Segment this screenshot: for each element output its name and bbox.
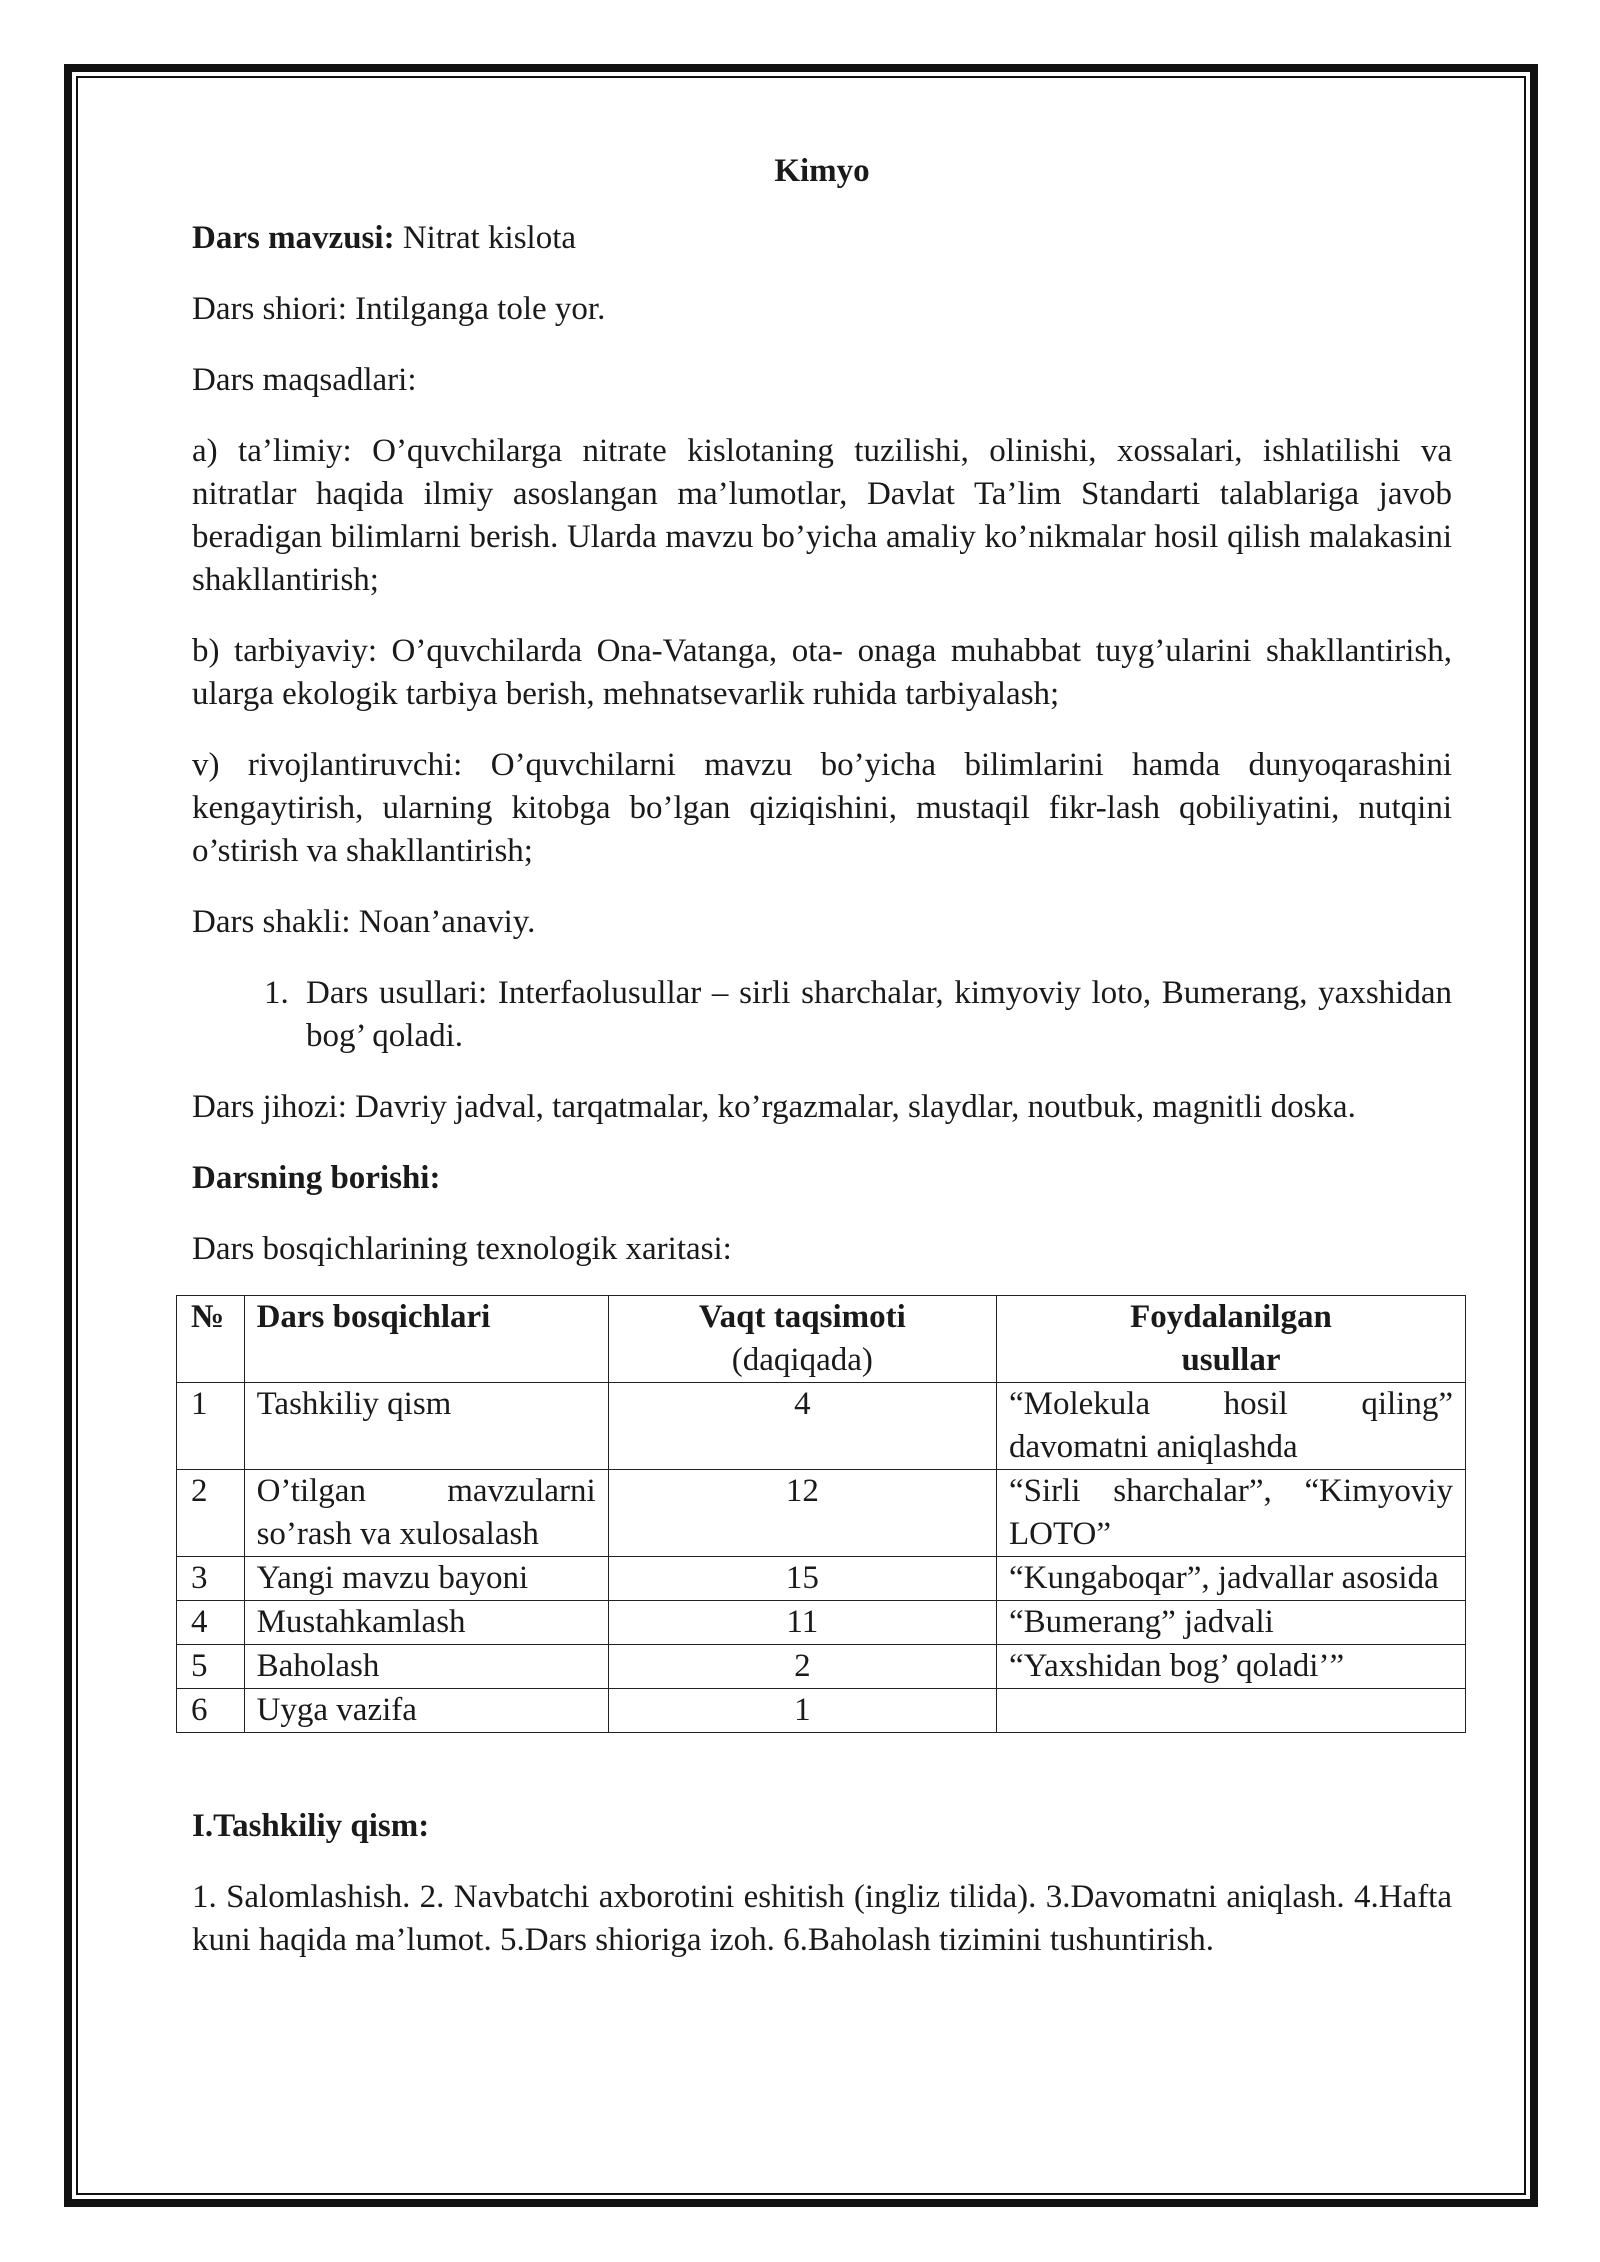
row-number: 2 [177, 1470, 245, 1557]
methods-list-item [192, 972, 1452, 1058]
header-number: № [177, 1296, 245, 1383]
section-organizational-heading: I.Tashkiliy qism: [192, 1808, 430, 1844]
row-stage: Baholash [244, 1645, 608, 1689]
row-time: 2 [608, 1645, 996, 1689]
goal-developmental: v) rivojlantiruvchi: O’quvchilarni mavzu bo’yicha bilimlarini hamda dunyoqarashini kengaytirish, ularning kitobga bo’lgan qiziqishini, mustaqil fikr-lash qobiliyatini, nutqini o’stirish va shakllantirish; [192, 747, 1452, 869]
header-time-unit: (daqiqada) [731, 1342, 873, 1378]
section-organizational-text: 1. Salomlashish. 2. Navbatchi axborotini eshitish (ingliz tilida). 3.Davomatni aniqlash. 4.Hafta kuni haqida ma’lumot. 5.Dars shioriga izoh. 6.Baholash tizimini tushuntirish. [192, 1879, 1452, 1958]
topic-label: Dars mavzusi: [192, 220, 395, 256]
row-stage: Mustahkamlash [244, 1601, 608, 1645]
row-stage: Yangi mavzu bayoni [244, 1557, 608, 1601]
row-number: 5 [177, 1645, 245, 1689]
goal-upbringing: b) tarbiyaviy: O’quvchilarda Ona-Vatanga, ota- onaga muhabbat tuyg’ularini shakllantirish, ularga ekologik tarbiya berish, mehnatsevarlik ruhida tarbiyalash; [192, 633, 1452, 712]
table-row [177, 1470, 1466, 1557]
row-number: 4 [177, 1601, 245, 1645]
row-time: 12 [608, 1470, 996, 1557]
header-stages: Dars bosqichlari [244, 1296, 608, 1383]
row-number: 1 [177, 1383, 245, 1470]
row-methods: “Bumerang” jadvali [996, 1601, 1465, 1645]
row-methods [996, 1689, 1465, 1733]
topic-value: Nitrat kislota [402, 220, 577, 256]
row-stage: O’tilgan mavzularni so’rash va xulosalash [244, 1470, 608, 1557]
table-header-row [177, 1296, 1466, 1383]
row-methods: “Molekula hosil qiling” davomatni aniqlashda [996, 1383, 1465, 1470]
header-methods [996, 1296, 1465, 1383]
lesson-motto: Dars shiori: Intilganga tole yor. [192, 291, 606, 327]
row-methods: “Sirli sharchalar”, “Kimyoviy LOTO” [996, 1470, 1465, 1557]
table-row [177, 1689, 1466, 1733]
goals-heading: Dars maqsadlari: [192, 362, 417, 398]
table-row [177, 1645, 1466, 1689]
goal-educational: a) ta’limiy: O’quvchilarga nitrate kislotaning tuzilishi, olinishi, xossalari, ishlatilishi va nitratlar haqida ilmiy asoslangan ma’lumotlar, Davlat Ta’lim Standarti talablariga javob beradigan bilimlarni berish. Ularda mavzu bo’yicha amaliy ko’nikmalar hosil qilish malakasini shakllantirish; [192, 433, 1452, 598]
progress-heading: Darsning borishi: [192, 1160, 441, 1196]
row-time: 15 [608, 1557, 996, 1601]
row-stage: Tashkiliy qism [244, 1383, 608, 1470]
table-row [177, 1557, 1466, 1601]
header-methods-line2: usullar [1181, 1342, 1281, 1378]
lesson-stages-table [176, 1295, 1466, 1733]
header-methods-line1: Foydalanilgan [1130, 1299, 1332, 1335]
lesson-equipment: Dars jihozi: Davriy jadval, tarqatmalar, ko’rgazmalar, slaydlar, noutbuk, magnitli doska. [192, 1089, 1356, 1125]
document-body [192, 150, 1452, 1990]
lesson-topic [192, 217, 1452, 260]
row-methods: “Yaxshidan bog’ qoladi’” [996, 1645, 1465, 1689]
header-time-label: Vaqt taqsimoti [698, 1299, 906, 1335]
row-stage: Uyga vazifa [244, 1689, 608, 1733]
row-methods: “Kungaboqar”, jadvallar asosida [996, 1557, 1465, 1601]
methods-list-number: 1. [264, 975, 289, 1011]
table-row [177, 1383, 1466, 1470]
row-number: 3 [177, 1557, 245, 1601]
table-row [177, 1601, 1466, 1645]
row-time: 1 [608, 1689, 996, 1733]
document-title: Kimyo [774, 153, 870, 189]
map-heading: Dars bosqichlarining texnologik xaritasi: [192, 1231, 732, 1267]
lesson-methods: Dars usullari: Interfaolusullar – sirli sharchalar, kimyoviy loto, Bumerang, yaxshidan bog’ qoladi. [306, 975, 1452, 1054]
header-time [608, 1296, 996, 1383]
row-time: 4 [608, 1383, 996, 1470]
row-time: 11 [608, 1601, 996, 1645]
lesson-form: Dars shakli: Noan’anaviy. [192, 904, 536, 940]
row-number: 6 [177, 1689, 245, 1733]
